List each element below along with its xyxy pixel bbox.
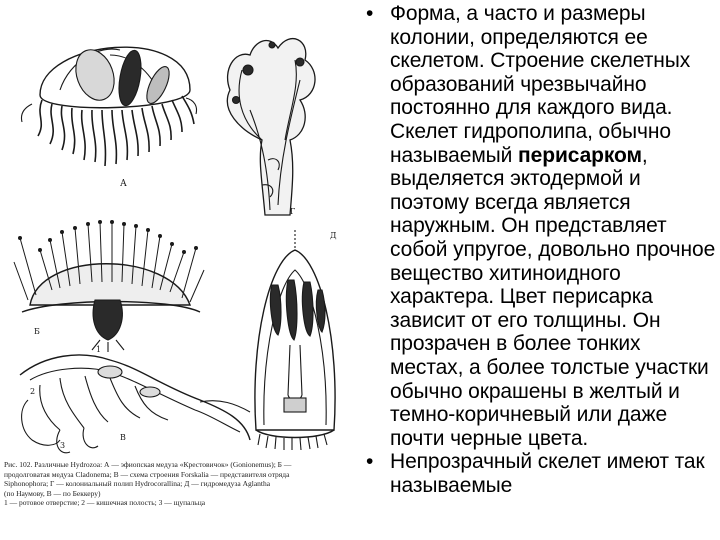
bullet-item-2 xyxy=(360,450,716,497)
branching-colony-drawing xyxy=(227,39,315,216)
bullet-dot-icon: • xyxy=(366,2,374,25)
caption-line: продолговатая медуза Cladonema; В — схема строения Forskalia — представителя отряда xyxy=(4,469,290,479)
label-g: Г xyxy=(290,207,296,216)
bullet-text: Непрозрачный скелет имеют так называемые xyxy=(390,450,705,497)
medusa-b-drawing xyxy=(14,220,204,352)
caption-line: (по Наумову, В — по Беккеру) xyxy=(4,488,101,498)
bullet-text: Форма, а часто и размеры колонии, определяются ее скелетом. Строение скелетных образований чрезвычайно постоянно для каждого вида. Скелет гидрополипа, обычно называемый xyxy=(390,2,691,167)
bullet-dot-icon: • xyxy=(366,450,374,474)
hydrozoa-drawing xyxy=(0,0,352,540)
label-2: 2 xyxy=(30,387,36,396)
caption-line: Siphonophora; Г — колониальный полип Hydrocorallina; Д — гидромедуза Aglantha xyxy=(4,479,271,488)
figure-caption xyxy=(4,460,344,508)
label-3: 3 xyxy=(60,441,66,450)
bullet-text: , выделяется эктодермой и поэтому всегда является наружным. Он представляет собой упругое, довольно прочное вещество хитиноидного характера. Цвет перисарка зависит от его толщины. Он прозрачен в более тонких местах, а более толстые участки обычно окрашены в желтый и темно-коричневый или даже почти черные цвета. xyxy=(390,143,716,450)
label-b: Б xyxy=(34,327,40,336)
bullet-bold-term: перисарком xyxy=(518,143,642,167)
label-d: Д xyxy=(330,231,337,240)
medusa-d-drawing xyxy=(255,230,337,450)
caption-line: 1 — ротовое отверстие; 2 — кишечная полость; 3 — щупальца xyxy=(4,498,206,507)
label-a: А xyxy=(120,179,127,189)
jellyfish-a-drawing xyxy=(21,44,196,189)
siphonophore-drawing xyxy=(20,345,250,453)
label-1: 1 xyxy=(96,345,102,354)
bullet-list xyxy=(360,2,716,497)
bullet-item-1 xyxy=(360,2,716,450)
label-v: В xyxy=(120,433,126,442)
hydrozoa-illustration xyxy=(0,0,352,540)
text-column xyxy=(360,2,716,497)
caption-line: Рис. 102. Различные Hydrozoa: А — эфиопская медуза «Крестовичок» (Gonionemus); Б — xyxy=(4,460,292,469)
